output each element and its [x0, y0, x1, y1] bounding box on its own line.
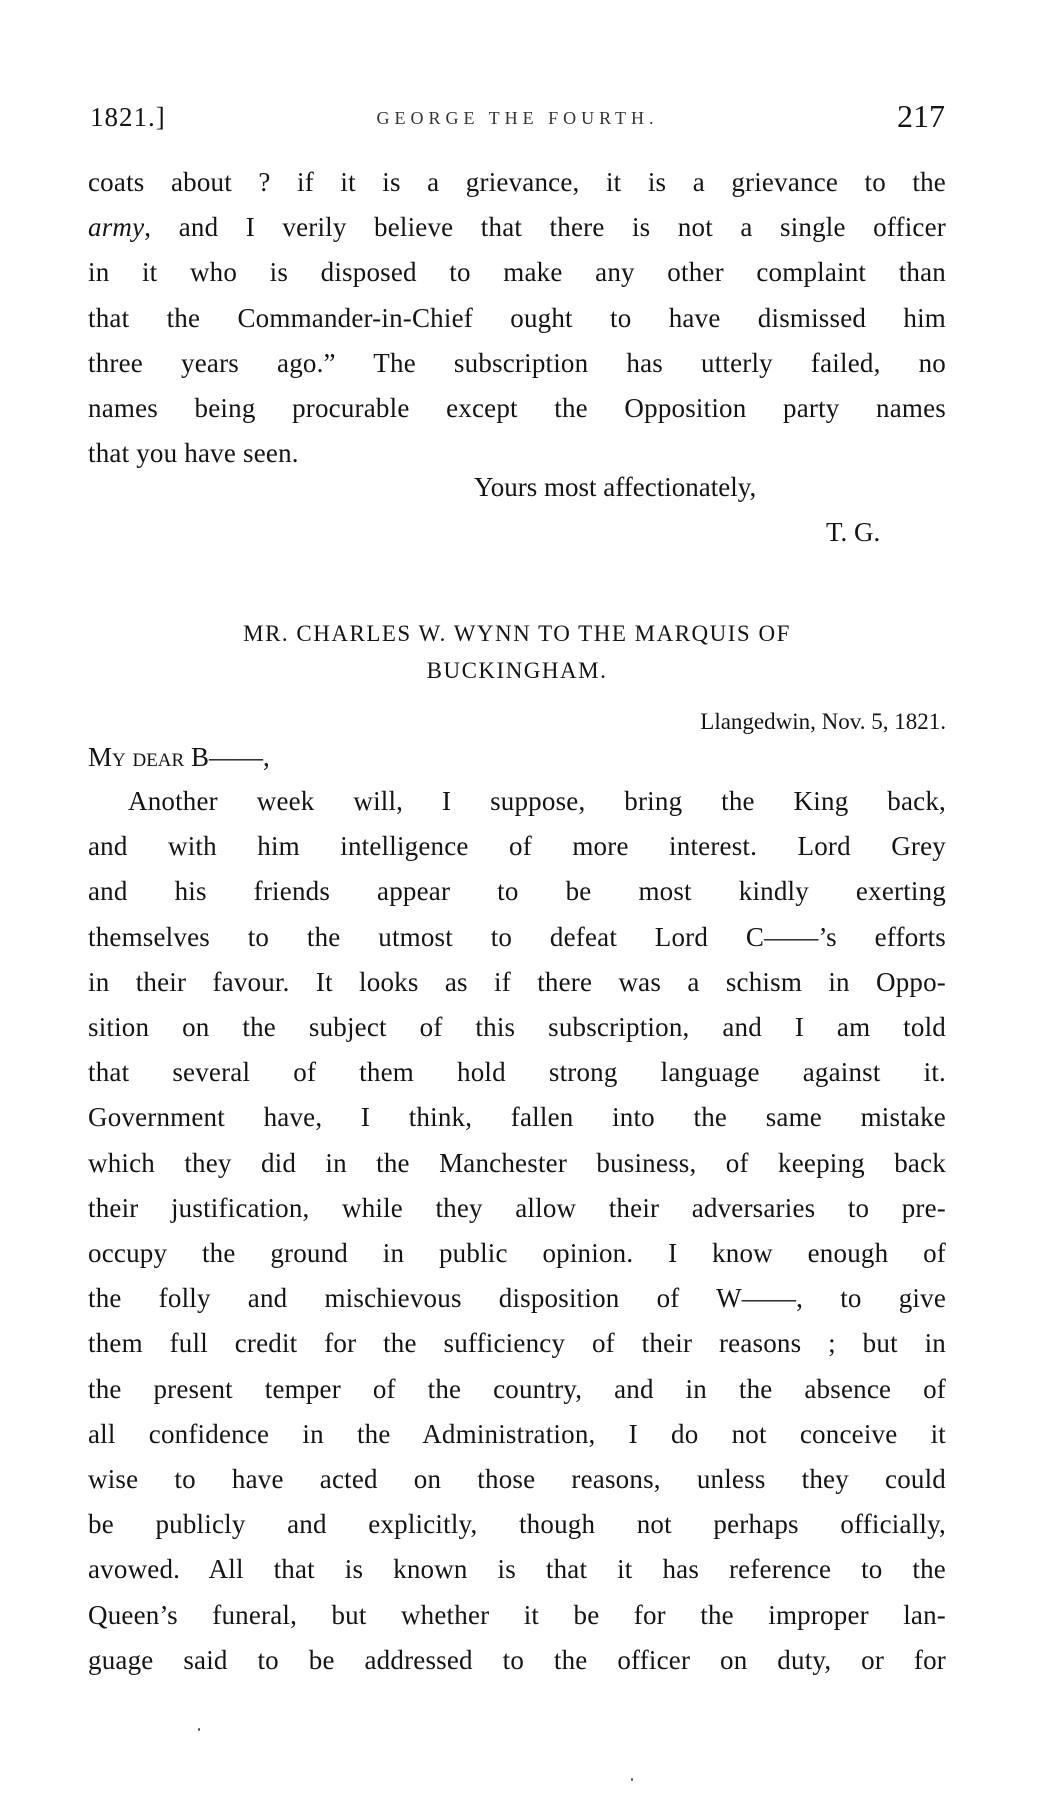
text-line: the folly and mischievous disposition of W——, to give: [88, 1283, 946, 1314]
text-line: names being procurable except the Opposition party names: [88, 393, 946, 424]
valediction: Yours most affectionately,: [474, 472, 757, 502]
text-line: and his friends appear to be most kindly exerting: [88, 876, 946, 907]
text-line: coats about ? if it is a grievance, it is a grievance to the: [88, 167, 946, 197]
continuation-paragraph: [88, 160, 946, 476]
text-line: all confidence in the Administration, I do not conceive it: [88, 1418, 946, 1449]
text-line: that the Commander-in-Chief ought to have dismissed him: [88, 302, 946, 333]
scan-speck: [631, 1778, 633, 1781]
text-line: sition on the subject of this subscription, and I am told: [88, 1012, 946, 1043]
text-line: their justification, while they allow their adversaries to pre-: [88, 1192, 946, 1223]
letter-dateline: Llangedwin, Nov. 5, 1821.: [700, 709, 946, 734]
text-line: guage said to be addressed to the officer on duty, or for: [88, 1644, 946, 1675]
text-line: army, and I verily believe that there is not a single officer: [88, 212, 946, 243]
letter-body: [88, 779, 946, 1683]
text-line: themselves to the utmost to defeat Lord C——’s efforts: [88, 921, 946, 952]
text-line: Another week will, I suppose, bring the King back,: [128, 786, 946, 816]
text-line: and with him intelligence of more interest. Lord Grey: [88, 831, 946, 862]
text-line: Government have, I think, fallen into the same mistake: [88, 1102, 946, 1133]
running-head-title: GEORGE THE FOURTH.: [376, 108, 659, 128]
text-line: in their favour. It looks as if there was a schism in Oppo-: [88, 966, 946, 997]
text-line: that several of them hold strong language against it.: [88, 1057, 946, 1088]
text-line: the present temper of the country, and in the absence of: [88, 1373, 946, 1404]
emphasized-word: army: [88, 212, 145, 243]
text-line: wise to have acted on those reasons, unless they could: [88, 1464, 946, 1495]
text-line: avowed. All that is known is that it has reference to the: [88, 1554, 946, 1585]
letter-heading: [88, 615, 946, 689]
text-line: in it who is disposed to make any other complaint than: [88, 257, 946, 288]
page-number: 217: [897, 98, 945, 134]
scan-speck: [198, 1728, 200, 1731]
letter-heading-line: BUCKINGHAM.: [426, 658, 608, 683]
running-head: [90, 98, 945, 138]
letter-heading-line: MR. CHARLES W. WYNN TO THE MARQUIS OF: [243, 621, 791, 646]
letter-salutation: My dear B——,: [88, 742, 270, 772]
running-head-year: 1821.]: [90, 102, 166, 132]
text-line: be publicly and explicitly, though not perhaps officially,: [88, 1509, 946, 1540]
text-line: which they did in the Manchester business, of keeping back: [88, 1147, 946, 1178]
text-line: them full credit for the sufficiency of their reasons ; but in: [88, 1328, 946, 1359]
signature: T. G.: [826, 517, 881, 547]
text-line: that you have seen.: [88, 438, 299, 469]
text-line: three years ago.” The subscription has utterly failed, no: [88, 347, 946, 378]
text-line: occupy the ground in public opinion. I know enough of: [88, 1238, 946, 1269]
text-line: Queen’s funeral, but whether it be for the improper lan-: [88, 1599, 946, 1630]
